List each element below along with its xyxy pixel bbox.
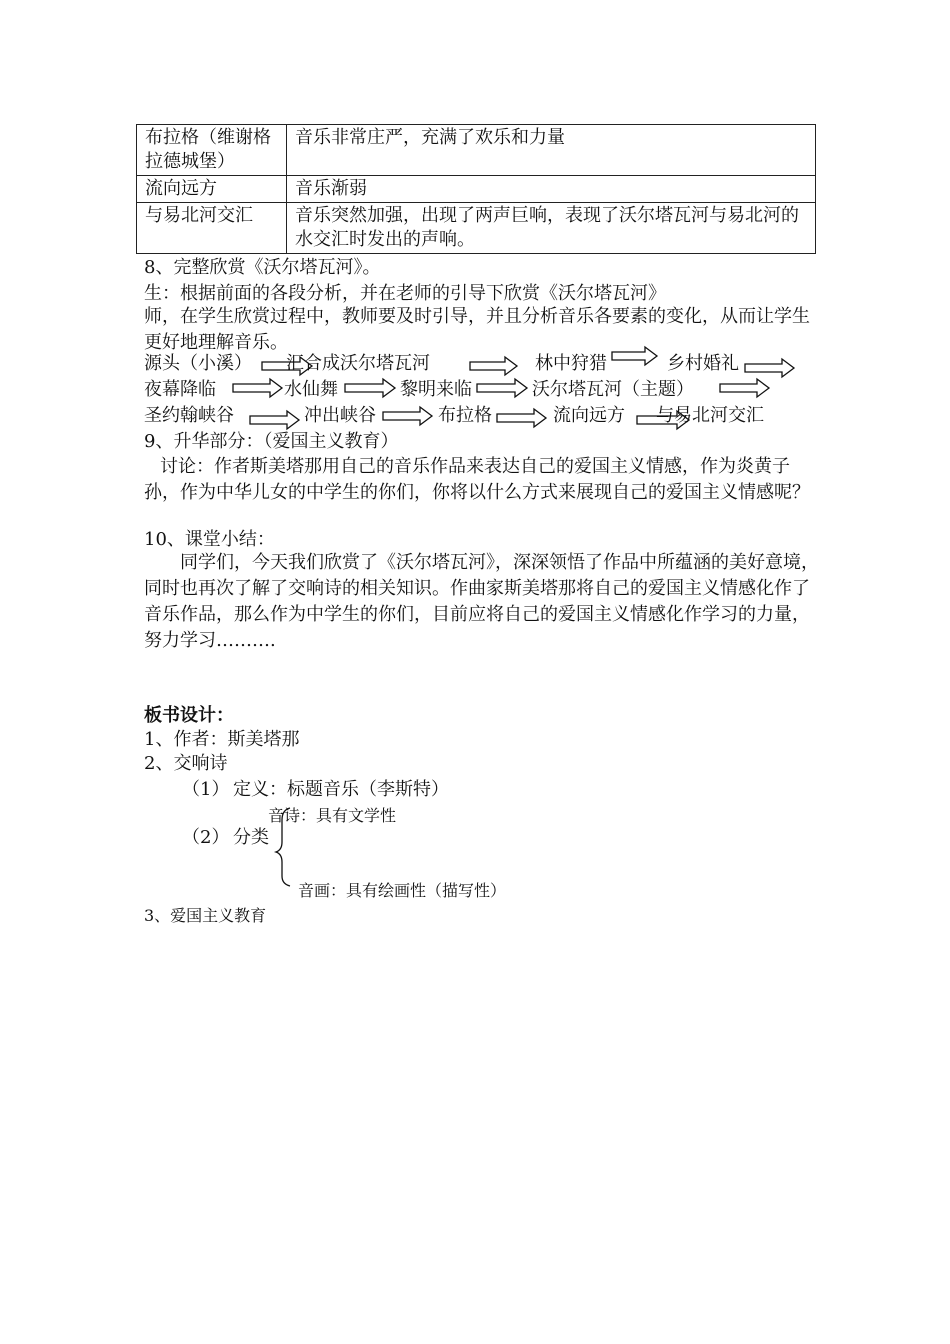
- flow-item: 汇合成沃尔塔瓦河: [286, 353, 430, 374]
- arrow-right-icon: [637, 411, 689, 429]
- arrow-right-icon: [250, 411, 299, 429]
- board-item-author: 1、作者：斯美塔那: [144, 729, 300, 750]
- flow-item: 流向远方: [553, 405, 625, 426]
- step8-teacher-paragraph: 师，在学生欣赏过程中，教师要及时引导，并且分析音乐各要素的变化，从而让学生更好地理解音乐。: [144, 306, 810, 353]
- board-class-text: 分类: [233, 827, 269, 848]
- board-item-symphonic-poem: 2、交响诗: [144, 753, 228, 774]
- flow-item: 源头（小溪）: [144, 353, 252, 374]
- flow-item: 与易北河交汇: [656, 405, 764, 426]
- flow-item: 林中狩猎: [535, 353, 607, 374]
- flow-item: 水仙舞: [284, 379, 338, 400]
- arrow-right-icon: [477, 379, 527, 397]
- arrow-right-icon: [383, 407, 432, 425]
- board-branch-picture: 音画：具有绘画性（描写性）: [298, 881, 507, 900]
- flow-item: 沃尔塔瓦河（主题）: [532, 379, 694, 400]
- table-cell-description: 音乐突然加强，出现了两声巨响，表现了沃尔塔瓦河与易北河的水交汇时发出的声响。: [287, 203, 816, 254]
- arrow-right-icon: [233, 379, 282, 397]
- flow-item: 夜幕降临: [144, 379, 216, 400]
- board-class-number: （2）: [182, 827, 230, 848]
- step10-heading: 10、课堂小结：: [144, 529, 275, 550]
- step9-heading: 9、升华部分：（爱国主义教育）: [144, 431, 399, 452]
- table-cell-section: 布拉格（维谢格拉德城堡）: [137, 125, 287, 176]
- step10-summary: 同学们，今天我们欣赏了《沃尔塔瓦河》，深深领悟了作品中所蕴涵的美好意境，同时也再次了解了交响诗的相关知识。作曲家斯美塔那将自己的爱国主义情感化作了音乐作品，那么作为中学生的你们，目前应将自己的爱国主义情感化作学习的力量，努力学习……….: [144, 552, 819, 651]
- arrow-right-icon: [497, 409, 546, 427]
- board-def-number: （1）: [182, 779, 230, 800]
- flow-item: 冲出峡谷: [304, 405, 376, 426]
- arrow-right-icon: [345, 379, 395, 397]
- table-cell-description: 音乐非常庄严，充满了欢乐和力量: [287, 125, 816, 176]
- arrow-right-icon: [262, 357, 312, 375]
- arrow-right-icon: [720, 379, 769, 397]
- arrow-right-icon: [745, 359, 794, 377]
- table-cell-description: 音乐渐弱: [287, 176, 816, 203]
- table-cell-section: 流向远方: [137, 176, 287, 203]
- board-title: 板书设计：: [144, 705, 234, 726]
- board-def-text: 定义：标题音乐（李斯特）: [233, 779, 449, 800]
- board-branch-poem: 音诗：具有文学性: [268, 806, 397, 825]
- flow-item: 圣约翰峡谷: [144, 405, 234, 426]
- step9-discussion: 讨论：作者斯美塔那用自己的音乐作品来表达自己的爱国主义情感，作为炎黄子孙，作为中华儿女的中学生的你们，你将以什么方式来展现自己的爱国主义情感呢？: [144, 456, 810, 503]
- flow-item: 布拉格: [438, 405, 492, 426]
- arrow-right-icon: [470, 357, 517, 375]
- arrow-right-icon: [612, 347, 657, 365]
- flow-item: 黎明来临: [400, 379, 472, 400]
- step8-heading: 8、完整欣赏《沃尔塔瓦河》。: [144, 257, 381, 278]
- step8-student-line: 生：根据前面的各段分析，并在老师的引导下欣赏《沃尔塔瓦河》: [144, 283, 666, 304]
- flow-item: 乡村婚礼: [667, 353, 739, 374]
- table-cell-section: 与易北河交汇: [137, 203, 287, 254]
- board-item-patriotism: 3、爱国主义教育: [144, 906, 267, 925]
